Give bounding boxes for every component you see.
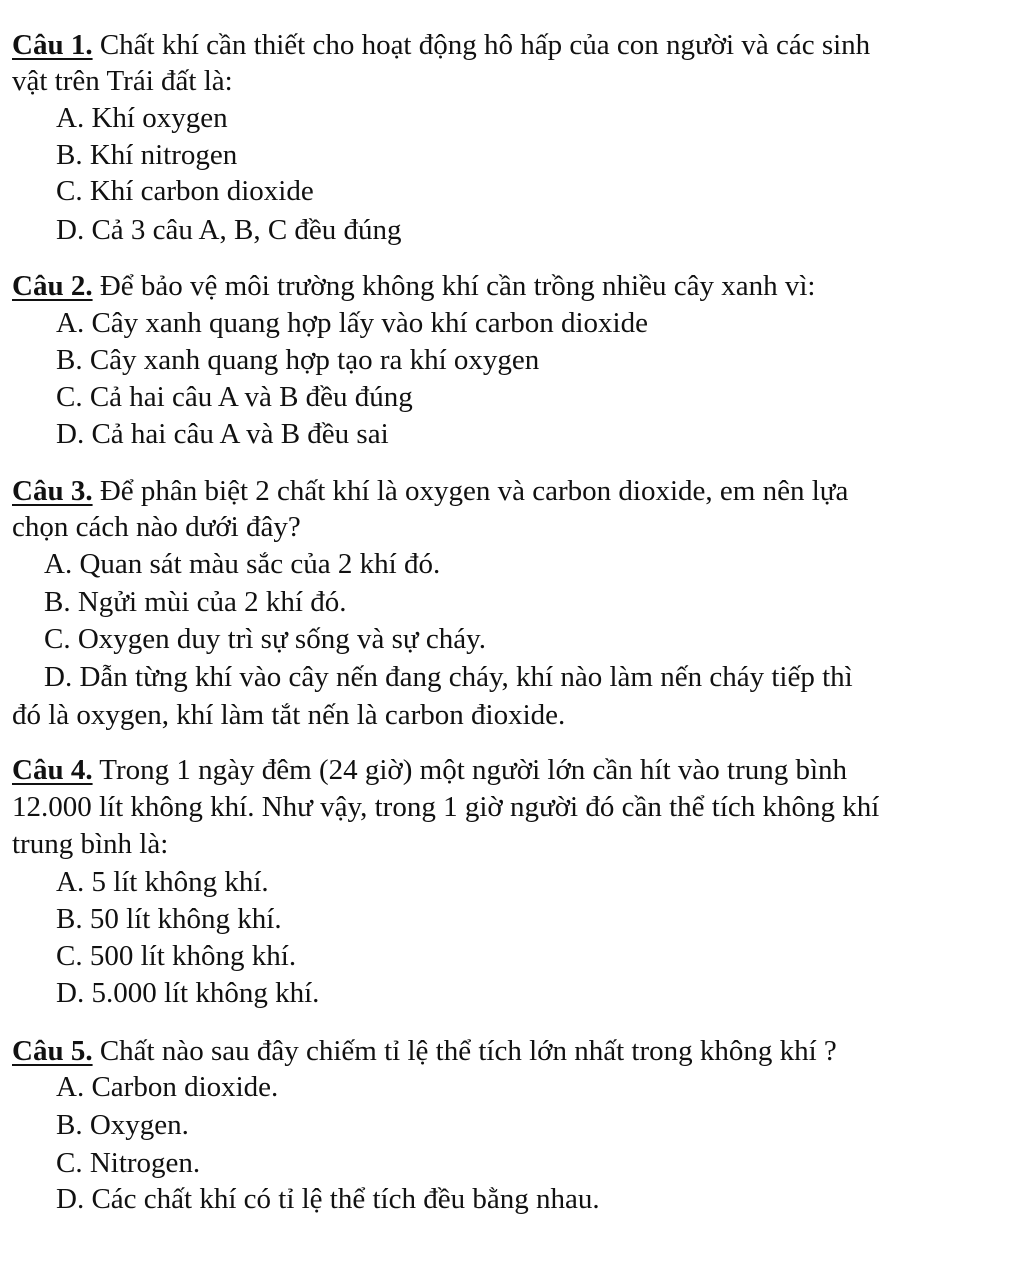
- question-5-option-b: B. Oxygen.: [56, 1109, 189, 1141]
- question-1-label: Câu 1.: [12, 29, 93, 61]
- question-1-stem-line-1: Câu 1. Chất khí cần thiết cho hoạt động hô hấp của con người và các sinh: [12, 29, 871, 61]
- question-5-stem-line-1: Câu 5. Chất nào sau đây chiếm tỉ lệ thể tích lớn nhất trong không khí ?: [12, 1035, 837, 1067]
- question-3-option-b: B. Ngửi mùi của 2 khí đó.: [44, 586, 347, 618]
- question-1-option-d: D. Cả 3 câu A, B, C đều đúng: [56, 214, 402, 246]
- question-4-stem-line-2: 12.000 lít không khí. Như vậy, trong 1 giờ người đó cần thể tích không khí: [12, 791, 880, 823]
- question-3-option-d-line-1: D. Dẫn từng khí vào cây nến đang cháy, khí nào làm nến cháy tiếp thì: [44, 661, 853, 693]
- question-2-option-c: C. Cả hai câu A và B đều đúng: [56, 381, 413, 413]
- question-4-stem-line-1: Câu 4. Trong 1 ngày đêm (24 giờ) một người lớn cần hít vào trung bình: [12, 754, 848, 786]
- question-3-option-d-line-2: đó là oxygen, khí làm tắt nến là carbon đioxide.: [12, 699, 566, 731]
- question-2-stem-line-1: Câu 2. Để bảo vệ môi trường không khí cần trồng nhiều cây xanh vì:: [12, 270, 816, 302]
- question-3-option-c: C. Oxygen duy trì sự sống và sự cháy.: [44, 623, 486, 655]
- question-3-stem-line-2: chọn cách nào dưới đây?: [12, 511, 301, 543]
- question-1-option-a: A. Khí oxygen: [56, 102, 228, 134]
- question-1-stem-line-2: vật trên Trái đất là:: [12, 65, 233, 97]
- question-5-label: Câu 5.: [12, 1035, 93, 1067]
- question-3-option-a: A. Quan sát màu sắc của 2 khí đó.: [44, 548, 441, 580]
- question-2-option-b: B. Cây xanh quang hợp tạo ra khí oxygen: [56, 344, 540, 376]
- question-3-label: Câu 3.: [12, 475, 93, 507]
- question-2-option-d: D. Cả hai câu A và B đều sai: [56, 418, 389, 450]
- question-1-option-c: C. Khí carbon dioxide: [56, 175, 314, 207]
- question-2-label: Câu 2.: [12, 270, 93, 302]
- question-4-option-c: C. 500 lít không khí.: [56, 940, 297, 972]
- question-5-option-c: C. Nitrogen.: [56, 1147, 201, 1179]
- question-4-option-d: D. 5.000 lít không khí.: [56, 977, 320, 1009]
- question-4-option-b: B. 50 lít không khí.: [56, 903, 282, 935]
- question-4-stem-line-3: trung bình là:: [12, 828, 169, 860]
- question-5-option-d: D. Các chất khí có tỉ lệ thể tích đều bằng nhau.: [56, 1183, 600, 1215]
- question-1-option-b: B. Khí nitrogen: [56, 139, 238, 171]
- question-3-stem-line-1: Câu 3. Để phân biệt 2 chất khí là oxygen và carbon dioxide, em nên lựa: [12, 475, 849, 507]
- question-5-option-a: A. Carbon dioxide.: [56, 1071, 279, 1103]
- question-2-option-a: A. Cây xanh quang hợp lấy vào khí carbon dioxide: [56, 307, 648, 339]
- question-4-option-a: A. 5 lít không khí.: [56, 866, 269, 898]
- question-4-label: Câu 4.: [12, 754, 93, 786]
